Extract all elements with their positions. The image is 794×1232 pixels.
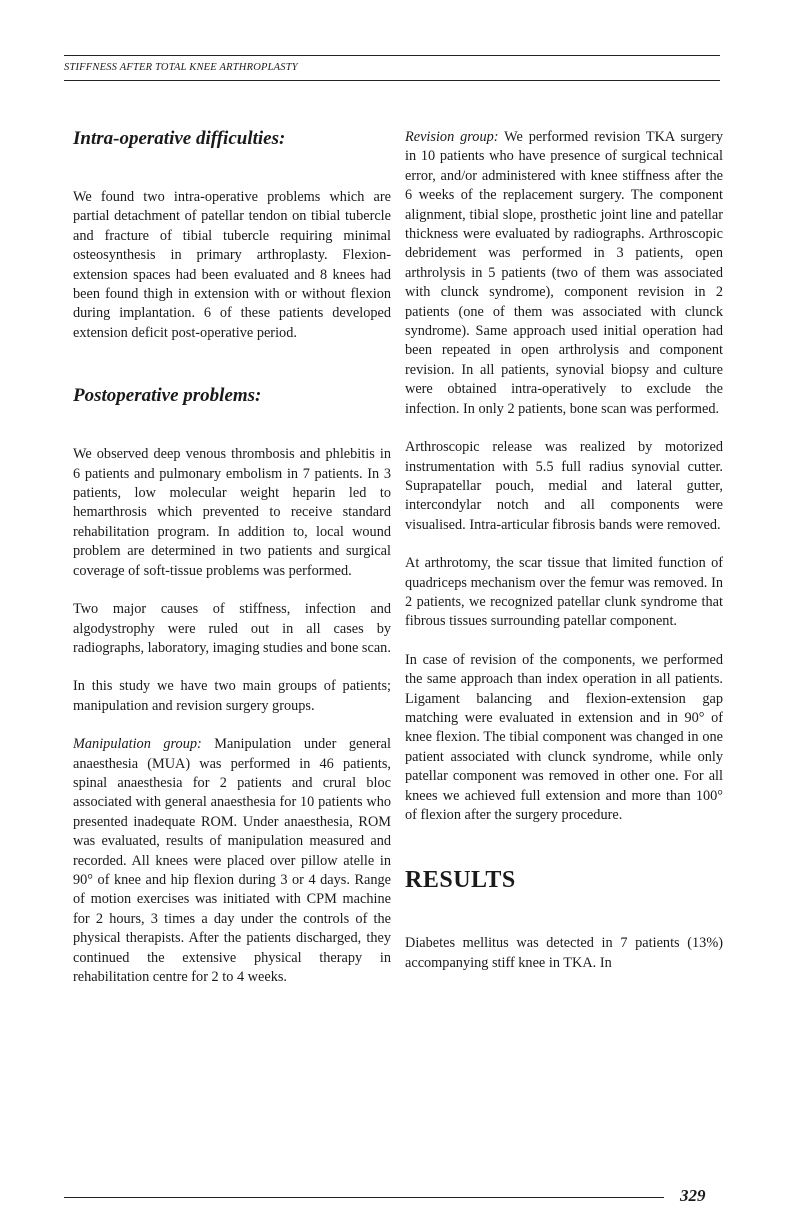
- revision-lead: Revision group:: [405, 129, 499, 145]
- running-header: STIFFNESS AFTER TOTAL KNEE ARTHROPLASTY: [64, 62, 298, 73]
- revision-paragraph: [405, 128, 723, 419]
- results-heading: RESULTS: [405, 867, 516, 894]
- manipulation-lead: Manipulation group:: [73, 736, 202, 753]
- header-bottom-rule: [64, 80, 720, 81]
- results-paragraph: Diabetes mellitus was detected in 7 patients (13%) accompanying stiff knee in TKA. In: [405, 935, 723, 971]
- arthroscopic-paragraph: Arthroscopic release was realized by motorized instrumentation with 5.5 full radius synovial cutter. Suprapatellar pouch, medial and lateral gutter, intercondylar notch and all components were visualised. Intra-articular fibrosis bands were removed.: [405, 439, 723, 533]
- postop-paragraph-2: Two major causes of stiffness, infection and algodystrophy were ruled out in all cases by radiographs, laboratory, imaging studies and bone scan.: [73, 601, 391, 656]
- components-paragraph: In case of revision of the components, we performed the same approach than index operation in all patients. Ligament balancing and flexion-extension gap matching were evaluated in extension and in 90° of knee flexion. The tibial component was changed in one patient associated with clunck syndrome, while only patellar component was removed in other one. For all knees we achieved full extension and more than 100° of flexion after the surgery procedure.: [405, 651, 723, 823]
- footer-rule: [64, 1197, 664, 1198]
- intraop-paragraph: We found two intra-operative problems which are partial detachment of patellar tendon on tibial tubercle and fracture of tibial tubercle requiring minimal osteosynthesis in primary arthroplasty. Flexion-extension spaces had been evaluated and 8 knees had been found thigh in extension with or without flexion during implantation. 6 of these patients developed extension deficit post-operative period.: [73, 189, 391, 341]
- right-column: [405, 128, 723, 973]
- arthrotomy-paragraph: At arthrotomy, the scar tissue that limited function of quadriceps mechanism over the femur was removed. In 2 patients, we recognized patellar clunk syndrome that fibrous tissues surrounding patellar component.: [405, 555, 723, 630]
- page-number: 329: [680, 1186, 706, 1205]
- postop-paragraph-1: We observed deep venous thrombosis and phlebitis in 6 patients and pulmonary embolism in 7 patients. In 3 patients, low molecular weight heparin led to hemarthrosis which prevented to receive standard rehabilitation program. In addition to, local wound problem are determined in two patients and surgical coverage of soft-tissue problems was performed.: [73, 446, 391, 579]
- intraop-heading: Intra-operative difficulties:: [73, 128, 286, 149]
- revision-body: We performed revision TKA surgery in 10 patients who have presence of surgical technical error, and/or administered with knee stiffness after the 6 weeks of the replacement surgery. The component alignment, tibial slope, prosthetic joint line and patellar thickness were evaluated by radiographs. Arthroscopic debridement was performed in 3 patients, open arthrolysis in 5 patients (two of them was associated with clunck syndrome), component revision in 2 patients (one of them was associated with clunck syndrome). Same approach used initial operation had been repeated in open arthrolysis and component revision. In all patients, synovial biopsy and culture were obtained intra-operatively to exclude the infection. In only 2 patients, bone scan was performed.: [405, 129, 723, 417]
- left-column: [73, 128, 391, 987]
- manipulation-body: Manipulation under general anaesthesia (MUA) was performed in 46 patients, spinal anaesthesia for 2 patients and crural bloc associated with general anaesthesia for 10 patients who presented inadequate ROM. Under anaesthesia, ROM was evaluated, results of manipulation measured and recorded. All knees were placed over pillow atelle in 90° of knee and hip flexion during 3 or 4 days. Range of motion exercises was initiated with CPM machine for 2 hours, 3 times a day under the controls of the physical therapists. After the patients discharged, they continued the extensive physical therapy in rehabilitation centre for 2 to 4 weeks.: [73, 736, 391, 985]
- manipulation-paragraph: [73, 735, 391, 987]
- postop-paragraph-3: In this study we have two main groups of patients; manipulation and revision surgery groups.: [73, 678, 391, 714]
- postop-heading: Postoperative problems:: [73, 385, 262, 407]
- header-top-rule: [64, 55, 720, 56]
